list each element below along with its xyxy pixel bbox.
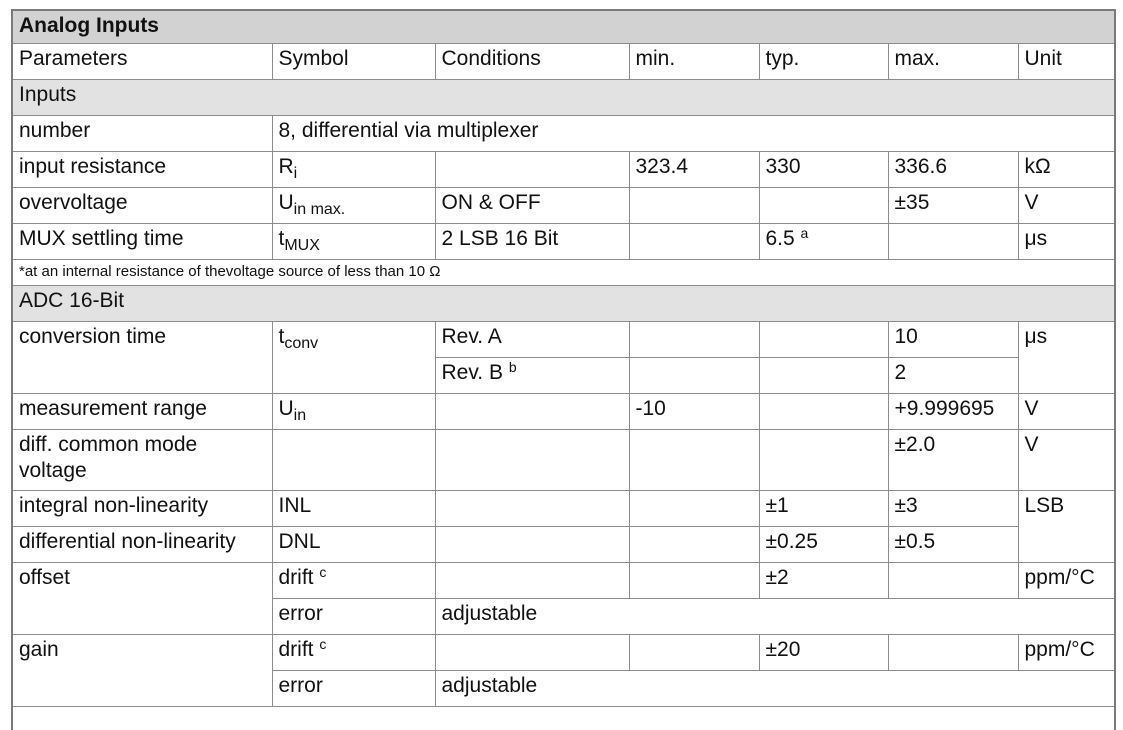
conditions-cell xyxy=(435,491,629,527)
conditions-cell xyxy=(435,563,629,599)
symbol-cell: error xyxy=(272,671,435,707)
typ-cell: ±20 xyxy=(759,635,888,671)
symbol-base: U xyxy=(278,191,294,214)
section-row-adc xyxy=(13,286,1114,322)
section-title: Inputs xyxy=(13,80,1114,116)
symbol-base: t xyxy=(278,325,285,348)
param-cell: gain xyxy=(13,635,272,707)
symbol-cell xyxy=(272,430,435,491)
footnote-marker: c xyxy=(319,636,327,652)
symbol-cell: error xyxy=(272,599,435,635)
symbol-cell xyxy=(272,188,435,224)
footnote-marker: b xyxy=(508,359,517,375)
section-row-inputs xyxy=(13,80,1114,116)
param-cell: measurement range xyxy=(13,394,272,430)
header-max: max. xyxy=(888,44,1018,80)
min-cell xyxy=(629,224,759,260)
value-cell: 8, differential via multiplexer xyxy=(272,116,1114,152)
min-cell xyxy=(629,563,759,599)
unit-cell: kΩ xyxy=(1018,152,1114,188)
symbol-subscript: conv xyxy=(284,335,319,352)
typ-cell xyxy=(759,322,888,358)
symbol-subscript: in max. xyxy=(293,201,346,218)
param-cell: offset xyxy=(13,563,272,635)
table-row xyxy=(13,188,1114,224)
max-cell xyxy=(888,224,1018,260)
footnote-text: *at an internal resistance of thevoltage source of less than 10 Ω xyxy=(13,260,1114,286)
table-row xyxy=(13,394,1114,430)
typ-cell xyxy=(759,394,888,430)
table-title: Analog Inputs xyxy=(13,11,1114,44)
param-cell: MUX settling time xyxy=(13,224,272,260)
footnote-marker: a xyxy=(800,225,809,241)
symbol-cell: DNL xyxy=(272,527,435,563)
conditions-cell xyxy=(435,358,629,394)
max-cell: ±0.5 xyxy=(888,527,1018,563)
symbol-cell xyxy=(272,635,435,671)
unit-cell: ppm/°C xyxy=(1018,563,1114,599)
max-cell xyxy=(888,635,1018,671)
conditions-cell xyxy=(435,394,629,430)
symbol-cell xyxy=(272,322,435,394)
symbol-subscript: i xyxy=(293,165,298,182)
min-cell xyxy=(629,491,759,527)
symbol-base: drift xyxy=(278,638,314,661)
param-cell: input resistance xyxy=(13,152,272,188)
typ-cell xyxy=(759,430,888,491)
table-row xyxy=(13,527,1114,563)
param-cell: diff. common mode voltage xyxy=(13,430,272,491)
typ-cell: 330 xyxy=(759,152,888,188)
max-cell: ±35 xyxy=(888,188,1018,224)
conditions-cell: adjustable xyxy=(435,599,1114,635)
table-row xyxy=(13,224,1114,260)
symbol-subscript: in xyxy=(293,407,307,424)
symbol-base: drift xyxy=(278,566,314,589)
min-cell xyxy=(629,358,759,394)
max-cell: ±3 xyxy=(888,491,1018,527)
symbol-cell xyxy=(272,152,435,188)
conditions-cell xyxy=(435,635,629,671)
param-cell: number xyxy=(13,116,272,152)
header-symbol: Symbol xyxy=(272,44,435,80)
symbol-subscript: MUX xyxy=(284,237,320,254)
unit-cell: ppm/°C xyxy=(1018,635,1114,671)
param-cell: conversion time xyxy=(13,322,272,394)
symbol-cell: INL xyxy=(272,491,435,527)
conditions-cell xyxy=(435,527,629,563)
section-title: ADC 16-Bit xyxy=(13,286,1114,322)
header-conditions: Conditions xyxy=(435,44,629,80)
condition-value: Rev. B xyxy=(441,361,503,384)
max-cell: 10 xyxy=(888,322,1018,358)
max-cell: +9.999695 xyxy=(888,394,1018,430)
min-cell: 323.4 xyxy=(629,152,759,188)
header-min: min. xyxy=(629,44,759,80)
table-title-row xyxy=(13,11,1114,44)
typ-cell: ±0.25 xyxy=(759,527,888,563)
unit-cell: V xyxy=(1018,394,1114,430)
table-row xyxy=(13,491,1114,527)
conditions-cell xyxy=(435,152,629,188)
header-row xyxy=(13,44,1114,80)
unit-cell: LSB xyxy=(1018,491,1114,563)
table-row xyxy=(13,116,1114,152)
symbol-base: R xyxy=(278,155,294,178)
unit-cell: μs xyxy=(1018,322,1114,394)
max-cell: 2 xyxy=(888,358,1018,394)
symbol-base: U xyxy=(278,397,294,420)
analog-inputs-spec-table xyxy=(11,9,1116,730)
unit-cell: V xyxy=(1018,188,1114,224)
table-row xyxy=(13,430,1114,491)
symbol-cell xyxy=(272,563,435,599)
param-cell: integral non-linearity xyxy=(13,491,272,527)
table-row xyxy=(13,152,1114,188)
min-cell xyxy=(629,430,759,491)
footnote-row xyxy=(13,260,1114,286)
typ-cell xyxy=(759,188,888,224)
conditions-cell: 2 LSB 16 Bit xyxy=(435,224,629,260)
typ-cell xyxy=(759,358,888,394)
unit-cell: μs xyxy=(1018,224,1114,260)
param-cell: overvoltage xyxy=(13,188,272,224)
table-row xyxy=(13,563,1114,599)
conditions-cell: ON & OFF xyxy=(435,188,629,224)
conditions-cell: Rev. A xyxy=(435,322,629,358)
symbol-base: t xyxy=(278,227,285,250)
min-cell xyxy=(629,635,759,671)
min-cell xyxy=(629,322,759,358)
min-cell: -10 xyxy=(629,394,759,430)
symbol-cell xyxy=(272,224,435,260)
typ-cell: ±2 xyxy=(759,563,888,599)
typ-value: 6.5 xyxy=(765,227,795,250)
param-cell: differential non-linearity xyxy=(13,527,272,563)
conditions-cell: adjustable xyxy=(435,671,1114,707)
max-cell: ±2.0 xyxy=(888,430,1018,491)
typ-cell xyxy=(759,224,888,260)
conditions-cell xyxy=(435,430,629,491)
max-cell: 336.6 xyxy=(888,152,1018,188)
table-row xyxy=(13,322,1114,358)
symbol-cell xyxy=(272,394,435,430)
min-cell xyxy=(629,188,759,224)
footnote-marker: c xyxy=(319,564,327,580)
spec-table xyxy=(13,11,1114,707)
header-unit: Unit xyxy=(1018,44,1114,80)
table-row xyxy=(13,635,1114,671)
max-cell xyxy=(888,563,1018,599)
header-parameters: Parameters xyxy=(13,44,272,80)
typ-cell: ±1 xyxy=(759,491,888,527)
header-typ: typ. xyxy=(759,44,888,80)
min-cell xyxy=(629,527,759,563)
unit-cell: V xyxy=(1018,430,1114,491)
